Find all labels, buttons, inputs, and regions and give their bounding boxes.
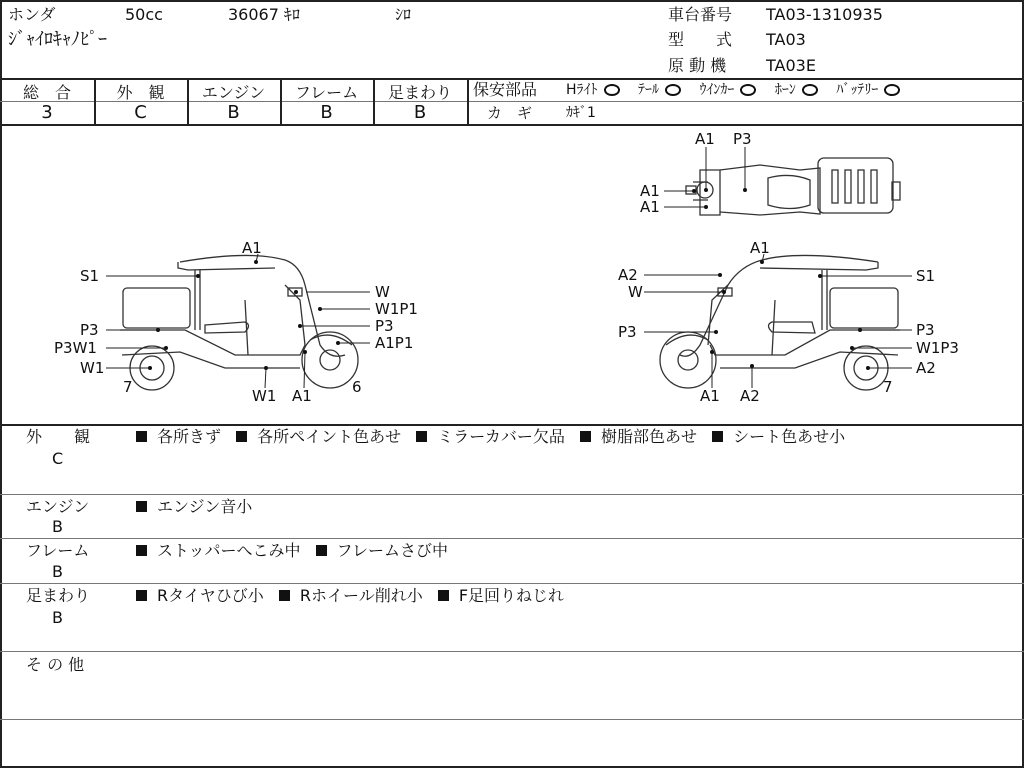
bullet-icon — [136, 590, 147, 601]
engine-value: TA03E — [766, 56, 816, 75]
key-label: カ ギ — [487, 104, 533, 122]
remark-items: ストッパーへこみ中 フレームさび中 — [126, 542, 448, 560]
bullet-icon — [438, 590, 449, 601]
remark-grade: B — [52, 517, 63, 536]
grade-header-overall: 総 合 — [22, 83, 71, 102]
bullet-icon — [236, 431, 247, 442]
remark-divider — [0, 494, 1024, 495]
damage-label: W1 — [252, 387, 277, 405]
engine-label: 原 動 機 — [668, 56, 727, 75]
grade-header-exterior: 外 観 — [116, 83, 165, 102]
damage-label: A2 — [740, 387, 760, 405]
damage-label: W1 — [80, 359, 105, 377]
remark-grade: C — [52, 449, 64, 468]
damage-label: A1 — [700, 387, 720, 405]
safety-battery: ﾊﾞｯﾃﾘｰ — [836, 82, 879, 98]
grade-header-suspension: 足まわり — [387, 83, 452, 102]
scooter-top-view — [686, 158, 900, 215]
remark-grade: B — [52, 562, 63, 581]
bullet-icon — [316, 545, 327, 556]
remark-title: エンジン — [26, 497, 90, 516]
chassis-value: TA03-1310935 — [766, 5, 883, 24]
bullet-icon — [279, 590, 290, 601]
safety-winker: ｳｲﾝｶｰ — [699, 82, 735, 98]
type-value: TA03 — [766, 30, 806, 49]
damage-label: P3 — [733, 130, 752, 148]
maker: ホンダ — [8, 5, 56, 24]
damage-label: S1 — [916, 267, 936, 285]
damage-label: P3 — [80, 321, 99, 339]
grade-overall: 3 — [41, 102, 53, 123]
bullet-icon — [712, 431, 723, 442]
remark-divider — [0, 538, 1024, 539]
chassis-label: 車台番号 — [668, 5, 733, 24]
safety-horn: ﾎｰﾝ — [774, 82, 796, 98]
damage-label: A1 — [292, 387, 312, 405]
bullet-icon — [136, 501, 147, 512]
mileage: 36067 ｷﾛ — [228, 5, 300, 24]
remark-divider — [0, 719, 1024, 720]
model-name: ｼﾞｬｲﾛｷｬﾉﾋﾟｰ — [8, 29, 107, 50]
damage-label: W1P1 — [375, 300, 418, 318]
remark-items: Rタイヤひび小 Rホイール削れ小 F足回りねじれ — [126, 587, 564, 605]
remark-divider — [0, 651, 1024, 652]
damage-label: A2 — [916, 359, 936, 377]
damage-label: A1 — [695, 130, 715, 148]
damage-label: A1 — [242, 239, 262, 257]
grade-engine: B — [227, 102, 240, 123]
safety-title: 保安部品 — [473, 80, 538, 99]
displacement: 50cc — [125, 5, 163, 24]
key-value: ｶｷﾞ1 — [566, 105, 596, 121]
damage-label: P3W1 — [54, 339, 97, 357]
damage-label: P3 — [375, 317, 394, 335]
damage-label: W — [375, 283, 390, 301]
damage-label: P3 — [618, 323, 637, 341]
safety-tail: ﾃｰﾙ — [637, 82, 659, 98]
remark-divider — [0, 583, 1024, 584]
grade-frame: B — [320, 102, 333, 123]
grade-exterior: C — [134, 102, 147, 123]
remark-grade: B — [52, 608, 63, 627]
grade-header-engine: エンジン — [201, 83, 266, 102]
damage-label: A1 — [750, 239, 770, 257]
damage-label: 7 — [123, 378, 133, 396]
remark-title: 足まわり — [26, 586, 91, 605]
bullet-icon — [416, 431, 427, 442]
safety-headlight: Hﾗｲﾄ — [566, 82, 598, 98]
bullet-icon — [136, 545, 147, 556]
damage-label: A1P1 — [375, 334, 414, 352]
remark-title: フレーム — [26, 541, 90, 560]
damage-label: W — [628, 283, 643, 301]
bullet-icon — [580, 431, 591, 442]
remark-items: エンジン音小 — [126, 498, 252, 516]
damage-label: 6 — [352, 378, 362, 396]
color: ｼﾛ — [395, 5, 412, 24]
damage-label: A2 — [618, 266, 638, 284]
damage-label: W1P3 — [916, 339, 959, 357]
remark-title: 外 観 — [26, 427, 91, 446]
damage-label: 7 — [883, 378, 893, 396]
remark-items: 各所きず 各所ペイント色あせ ミラーカバー欠品 樹脂部色あせ シート色あせ小 — [126, 428, 845, 446]
remark-title: そ の 他 — [26, 655, 85, 674]
damage-label: A1 — [640, 198, 660, 216]
damage-label: P3 — [916, 321, 935, 339]
grade-header-frame: フレーム — [294, 83, 359, 102]
damage-label: A1 — [640, 182, 660, 200]
grade-suspension: B — [413, 102, 427, 123]
bullet-icon — [136, 431, 147, 442]
damage-label: S1 — [80, 267, 100, 285]
type-label: 型 式 — [668, 30, 733, 49]
